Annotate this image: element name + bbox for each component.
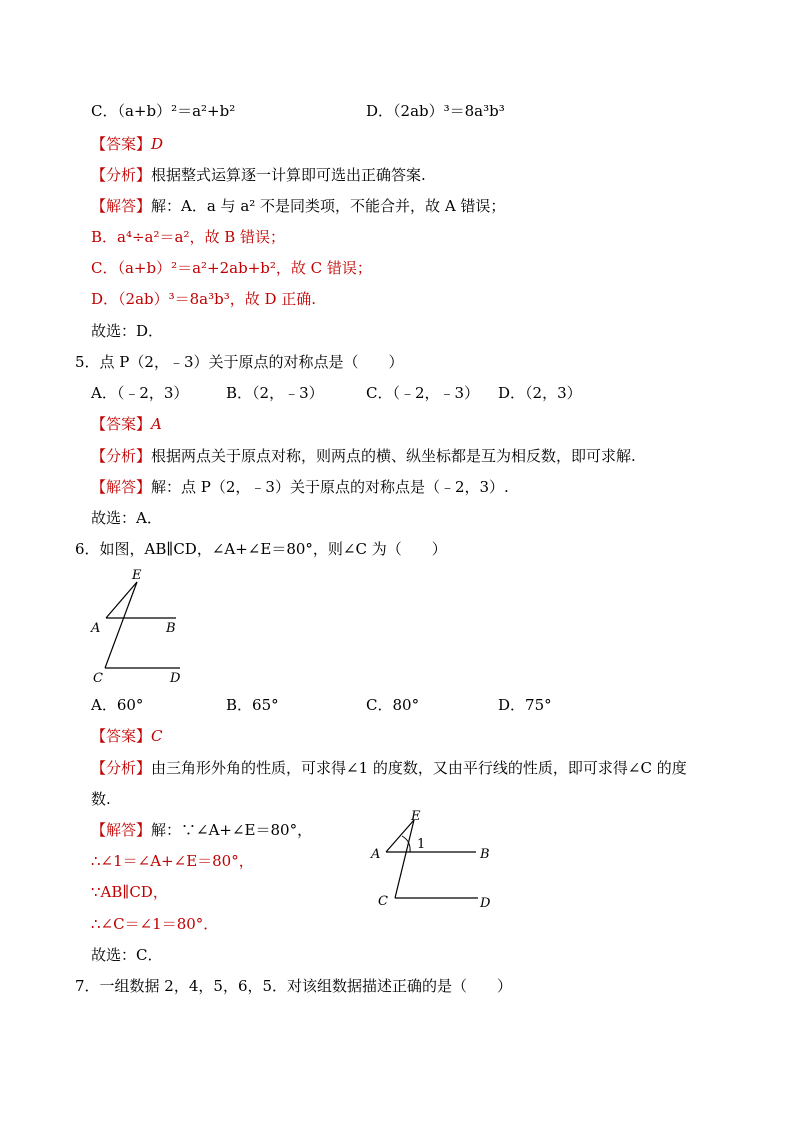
label-a: A [91, 621, 101, 636]
label-e: E [132, 568, 142, 583]
answer-tag: 【答案】 [91, 135, 152, 153]
q4-analysis-line [91, 165, 426, 185]
q6-option-a: A．60° [91, 696, 144, 714]
q4-solution-b: B．a⁴÷a²＝a²，故 B 错误； [91, 228, 286, 246]
q4-choose: 故选：D． [91, 322, 164, 340]
solution-tag: 【解答】 [91, 821, 152, 839]
analysis-text: 由三角形外角的性质，可求得∠1 的度数，又由平行线的性质，即可求得∠C 的度 [151, 759, 687, 777]
q6-solution-line [91, 820, 312, 840]
analysis-text: 根据两点关于原点对称，则两点的横、纵坐标都是互为相反数，即可求解. [151, 447, 636, 465]
q4-answer-line [91, 134, 163, 154]
answer-value: D [151, 135, 164, 153]
q6-stem: 6．如图，AB∥CD，∠A+∠E＝80°，则∠C 为（ ） [75, 540, 447, 558]
q5-option-b: B．（2，﹣3） [226, 384, 324, 402]
label-d: D [480, 896, 491, 911]
q6-solution-4: ∴∠C＝∠1＝80°． [91, 915, 219, 933]
q5-choose: 故选：A． [91, 509, 162, 527]
label-a: A [371, 847, 381, 862]
analysis-tag: 【分析】 [91, 166, 152, 184]
solution-text: 解：A．a 与 a² 不是同类项，不能合并，故 A 错误； [151, 197, 506, 215]
line-ae [106, 582, 137, 618]
q5-option-c: C．（﹣2，﹣3） [366, 384, 480, 402]
label-d: D [170, 671, 181, 686]
q6-option-b: B．65° [226, 696, 279, 714]
q5-option-a: A．（﹣2，3） [91, 384, 189, 402]
q4-solution-line [91, 196, 505, 216]
q6-solution-figure [368, 808, 498, 913]
label-angle-1: 1 [417, 837, 426, 852]
answer-value: C [151, 727, 163, 745]
analysis-text: 根据整式运算逐一计算即可选出正确答案. [151, 166, 426, 184]
answer-tag: 【答案】 [91, 727, 152, 745]
label-b: B [166, 621, 176, 636]
label-e: E [411, 809, 421, 824]
q5-stem: 5．点 P（2，﹣3）关于原点的对称点是（ ） [75, 353, 404, 371]
q6-analysis-line [91, 758, 687, 778]
solution-text: 解：点 P（2，﹣3）关于原点的对称点是（﹣2，3）. [151, 478, 509, 496]
q4-solution-d: D．（2ab）³＝8a³b³，故 D 正确. [91, 290, 317, 308]
q7-stem: 7．一组数据 2，4，5，6，5．对该组数据描述正确的是（ ） [75, 977, 513, 995]
q5-solution-line [91, 477, 509, 497]
q6-choose: 故选：C． [91, 946, 163, 964]
q6-analysis-cont: 数. [91, 790, 111, 808]
q5-answer-line [91, 414, 162, 434]
angle-1-arc [402, 836, 410, 852]
q4-option-c: C．（a+b）²＝a²+b² [91, 102, 236, 120]
label-c: C [93, 671, 103, 686]
label-b: B [480, 847, 490, 862]
answer-value: A [151, 415, 162, 433]
q6-solution-3: ∵AB∥CD， [91, 883, 168, 901]
q5-analysis-line [91, 446, 636, 466]
q6-answer-line [91, 726, 163, 746]
answer-tag: 【答案】 [91, 415, 152, 433]
solution-text: 解：∵∠A+∠E＝80°， [151, 821, 313, 839]
analysis-tag: 【分析】 [91, 759, 152, 777]
q4-solution-c: C．（a+b）²＝a²+2ab+b²，故 C 错误； [91, 259, 372, 277]
q6-option-d: D．75° [498, 696, 552, 714]
q6-solution-2: ∴∠1＝∠A+∠E＝80°， [91, 852, 254, 870]
q6-option-c: C．80° [366, 696, 420, 714]
q6-figure [88, 565, 198, 690]
q4-option-d: D．（2ab）³＝8a³b³ [366, 102, 505, 120]
line-ec [105, 582, 137, 668]
solution-tag: 【解答】 [91, 197, 152, 215]
solution-tag: 【解答】 [91, 478, 152, 496]
analysis-tag: 【分析】 [91, 447, 152, 465]
label-c: C [378, 894, 388, 909]
q5-option-d: D．（2，3） [498, 384, 582, 402]
